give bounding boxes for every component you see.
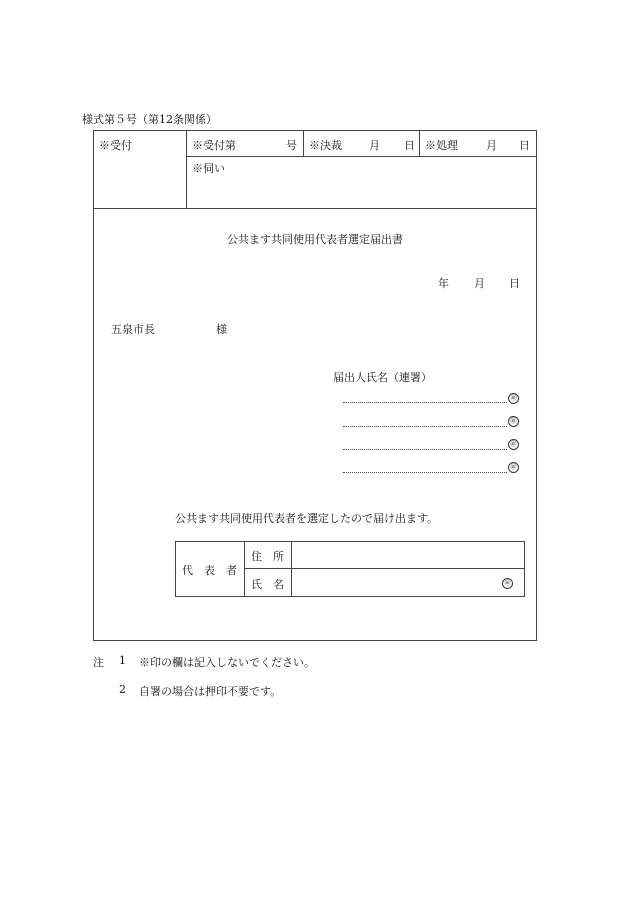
applicant-signature-line-2[interactable]	[343, 426, 507, 427]
rep-table-right	[524, 541, 525, 597]
header-row-divider	[186, 156, 537, 157]
header-divider-1	[186, 130, 187, 208]
inquiry-label: ※伺い	[192, 162, 225, 175]
decision-label: ※決裁	[309, 139, 342, 152]
addressee-honorific: 様	[216, 323, 227, 336]
date-day: 日	[509, 277, 520, 290]
frame-right-border	[536, 130, 537, 641]
seal-icon: ㊞	[508, 462, 519, 473]
name-label: 氏 名	[251, 578, 284, 591]
seal-icon: ㊞	[508, 439, 519, 450]
header-divider-2	[303, 130, 304, 156]
form-number: 様式第５号（第12条関係）	[82, 113, 217, 126]
seal-icon: ㊞	[508, 393, 519, 404]
received-label: ※受付	[99, 139, 132, 152]
name-field[interactable]	[292, 569, 492, 596]
address-field[interactable]	[292, 542, 524, 568]
note-2-number: 2	[119, 683, 126, 696]
date-year: 年	[438, 277, 449, 290]
statement-text: 公共ます共同使用代表者を選定したので届け出ます。	[175, 512, 439, 525]
rep-table-bottom	[175, 596, 525, 597]
frame-bottom-border	[93, 640, 537, 641]
frame-left-border	[93, 130, 94, 641]
header-bottom-border	[93, 208, 537, 209]
frame-top-border	[93, 130, 537, 131]
applicant-label: 届出人氏名（連署）	[333, 371, 432, 384]
received-number-suffix: 号	[286, 139, 297, 152]
decision-month: 月	[369, 139, 380, 152]
note-1-text: ※印の欄は記入しないでください。	[139, 656, 315, 669]
received-number-cell	[192, 137, 297, 153]
processing-label: ※処理	[425, 139, 458, 152]
applicant-signature-line-1[interactable]	[343, 402, 507, 403]
seal-icon: ㊞	[508, 416, 519, 427]
note-2-text: 自署の場合は押印不要です。	[139, 685, 282, 698]
note-1-number: 1	[119, 654, 126, 667]
applicant-signature-line-4[interactable]	[343, 472, 507, 473]
date-month: 月	[474, 277, 485, 290]
page-title: 公共ます共同使用代表者選定届出書	[227, 233, 403, 246]
seal-icon: ㊞	[502, 578, 513, 589]
received-number-label: ※受付第	[192, 139, 236, 152]
processing-day: 日	[519, 139, 530, 152]
decision-day: 日	[404, 139, 415, 152]
processing-month: 月	[486, 139, 497, 152]
addressee-name: 五泉市長	[111, 323, 155, 336]
representative-label: 代 表 者	[182, 564, 237, 577]
notes-prefix: 注	[93, 656, 104, 669]
address-label: 住 所	[251, 550, 284, 563]
header-divider-3	[419, 130, 420, 156]
applicant-signature-line-3[interactable]	[343, 449, 507, 450]
